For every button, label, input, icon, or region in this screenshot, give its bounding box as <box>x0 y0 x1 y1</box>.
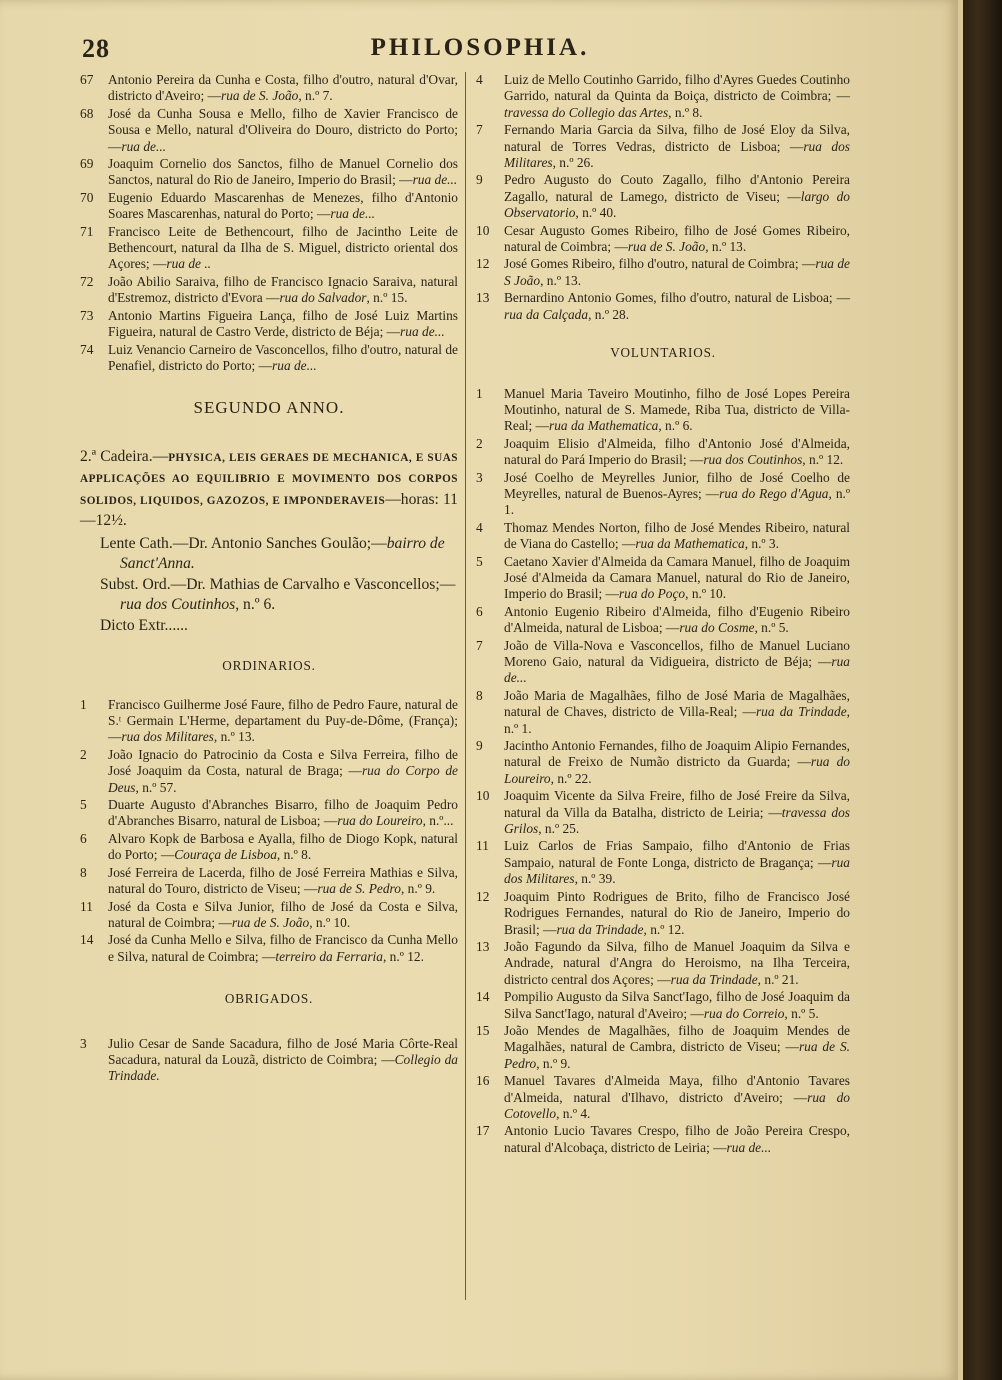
entry-number: 2 <box>476 435 483 451</box>
left-column <box>80 72 458 1086</box>
list-item <box>476 688 850 737</box>
entry-number: 7 <box>476 122 483 138</box>
entry-tail: , n.º 28. <box>588 306 630 322</box>
entry-address: rua de... <box>121 138 167 154</box>
entry-address: rua do Cosme <box>679 620 755 636</box>
entry-address: rua da Trindade <box>556 921 644 937</box>
entry-text: João Maria de Magalhães, filho de José Maria de Magalhães, natural de Chaves, districto de Villa-Real; — <box>504 687 850 720</box>
entry-text: Francisco Guilherme José Faure, filho de Pedro Faure, natural de S.ᵗ Germain L'Herme, departament du Puy-de-Dôme, (França); — <box>108 696 458 745</box>
entry-number: 6 <box>476 603 483 619</box>
column-rule <box>465 72 466 1300</box>
cadeira-subject: PHYSICA, LEIS GERAES DE MECHANICA, E SUAS APPLICAÇÕES AO EQUILIBRIO E MOVIMENTO DOS CORPOS SOLIDOS, LIQUIDOS, GAZOZOS, E IMPONDERAVEIS <box>80 451 459 507</box>
entry-tail: , n.º 9. <box>536 1055 571 1071</box>
entry-text: Pedro Augusto do Couto Zagallo, filho d'Antonio Pereira Zagallo, natural de Lamego, districto de Viseu; — <box>504 172 850 204</box>
staff-list <box>80 534 458 637</box>
entry-text: Duarte Augusto d'Abranches Bisarro, filho de Joaquim Pedro d'Abranches Bisarro, natural de Lisboa; — <box>108 797 458 829</box>
list-item <box>476 788 850 837</box>
entry-tail: , n.º 13. <box>213 729 255 745</box>
voluntarios-list <box>476 386 850 1157</box>
entry-text: Antonio Eugenio Ribeiro d'Almeida, filho d'Eugenio Ribeiro d'Almeida, natural de Lisboa; — <box>504 603 850 636</box>
list-item <box>80 697 458 746</box>
entry-address: rua de... <box>504 654 850 686</box>
entry-address: rua da Mathematica <box>635 536 745 552</box>
entry-number: 5 <box>80 797 87 813</box>
entry-number: 13 <box>476 290 490 306</box>
entry-number: 4 <box>476 519 483 535</box>
entry-address: largo do Observatorio <box>504 188 851 221</box>
list-item <box>80 865 458 898</box>
entry-number: 1 <box>476 385 483 401</box>
entry-number: 17 <box>476 1123 490 1139</box>
entry-address: travessa dos Grilos <box>504 804 850 837</box>
right-column <box>476 72 850 1157</box>
list-item <box>476 72 850 121</box>
list-item <box>476 520 850 553</box>
entry-text: João Fagundo da Silva, filho de Manuel Joaquim da Silva e Andrade, natural d'Angra do Heroismo, na Ilha Terceira, districto central dos Açores; — <box>504 938 850 987</box>
entry-text: Joaquim Elisio d'Almeida, filho d'Antonio José d'Almeida, natural do Pará Imperio do Brasil; — <box>504 435 850 468</box>
list-item <box>476 223 850 256</box>
list-item <box>476 386 850 435</box>
entry-address: rua do Corpo de Deus <box>108 763 459 795</box>
list-item <box>80 274 458 307</box>
entry-address: rua da Trindade <box>755 704 847 720</box>
entry-number: 73 <box>80 307 94 323</box>
entry-tail: , n.º 8. <box>668 104 703 120</box>
entry-address: travessa do Collegio das Artes <box>504 104 669 120</box>
entry-number: 14 <box>80 932 94 948</box>
entry-tail: , n.º 57. <box>135 779 177 795</box>
entry-address: Couraça de Lisboa <box>174 847 277 863</box>
entry-address: rua da Trindade <box>670 971 758 987</box>
list-item <box>476 122 850 171</box>
entry-address: rua de S. João <box>627 239 706 255</box>
entry-number: 4 <box>476 72 483 87</box>
entry-text: João Mendes de Magalhães, filho de Joaquim Mendes de Magalhães, natural de Cambra, districto de Viseu; — <box>504 1022 850 1055</box>
entry-tail: , n.º 5. <box>754 620 789 636</box>
entry-address: rua de... <box>272 357 317 373</box>
entry-text: José Gomes Ribeiro, filho d'outro, natural de Coimbra; — <box>504 256 816 272</box>
list-item <box>476 604 850 637</box>
entry-tail: , n.º 9. <box>400 881 436 897</box>
list-item <box>80 831 458 864</box>
entry-text: José da Cunha Sousa e Mello, filho de Xavier Francisco de Sousa e Mello, natural d'Oliveira do Douro, districto do Porto; — <box>108 105 458 154</box>
entry-number: 1 <box>80 696 87 712</box>
list-item <box>476 554 850 603</box>
entry-address: rua do Cotovello <box>504 1089 850 1121</box>
entry-address: rua de S João <box>504 256 850 288</box>
right-top-list <box>476 72 850 323</box>
entry-tail: , n.º 22. <box>550 770 592 786</box>
list-item <box>476 290 850 323</box>
list-item <box>80 1036 458 1085</box>
entry-text: Joaquim Vicente da Silva Freire, filho de José Freire da Silva, natural da Villa da Batalha, districto de Leiria; — <box>504 788 850 820</box>
entry-text: Luiz de Mello Coutinho Garrido, filho d'Ayres Guedes Coutinho Garrido, natural da Quinta da Boiça, districto de Coimbra; — <box>504 72 850 104</box>
entry-address: rua dos Militares <box>504 854 850 887</box>
entry-address: rua dos Coutinhos <box>703 452 803 468</box>
list-item <box>80 224 458 273</box>
entry-address: rua do Poço <box>618 586 686 602</box>
entry-address: rua de S. João <box>231 914 310 930</box>
list-item <box>80 308 458 341</box>
entry-address: rua de... <box>330 206 376 222</box>
entry-text: Caetano Xavier d'Almeida da Camara Manuel, filho de Joaquim José d'Almeida da Camara Manuel, natural do Rio de Janeiro, Imperio do Brasil; — <box>504 553 850 602</box>
entry-text: José da Cunha Mello e Silva, filho de Francisco da Cunha Mello e Silva, natural de Coimbra; — <box>108 932 458 964</box>
entry-text: Antonio Martins Figueira Lança, filho de José Luiz Martins Figueira, natural de Castro Verde, districto de Béja; — <box>108 307 458 340</box>
left-top-list <box>80 72 458 374</box>
entry-number: 9 <box>476 738 483 754</box>
entry-address: rua de S. João <box>221 88 299 104</box>
entry-number: 8 <box>476 687 483 703</box>
staff-text: Subst. Ord.—Dr. Mathias de Carvalho e Vasconcellos;— <box>100 575 456 593</box>
entry-text: Luiz Venancio Carneiro de Vasconcellos, filho d'outro, natural de Penafiel, districto do Porto; — <box>108 341 458 373</box>
entry-number: 8 <box>80 864 87 880</box>
entry-tail: , n.º 12. <box>643 921 685 937</box>
entry-tail: , n.º 40. <box>575 205 617 221</box>
entry-text: Pompilio Augusto da Silva Sanct'Iago, filho de José Joaquim da Silva Sanct'Iago, natural d'Aveiro; — <box>504 989 850 1021</box>
staff-tail: , n.º 6. <box>235 596 276 614</box>
staff-text: Lente Cath.—Dr. Antonio Sanches Goulão;— <box>100 534 387 552</box>
obrigados-list <box>80 1036 458 1085</box>
section-title: SEGUNDO ANNO. <box>193 398 345 418</box>
entry-tail: , n.º 10. <box>685 586 727 602</box>
entry-text: Bernardino Antonio Gomes, filho d'outro, natural de Lisboa; — <box>504 290 850 306</box>
list-item <box>476 638 850 687</box>
list-item <box>476 436 850 469</box>
entry-address: rua dos Militares <box>121 729 214 745</box>
entry-text: Manuel Maria Taveiro Moutinho, filho de José Lopes Pereira Moutinho, natural de S. Mamede, Riba Tua, districto de Villa-Real; — <box>504 385 850 434</box>
staff-address: rua dos Coutinhos <box>120 596 236 614</box>
entry-text: Joaquim Pinto Rodrigues de Brito, filho de Francisco José Rodrigues Fernandes, natural do Rio de Janeiro, Imperio do Brasil; — <box>504 888 850 937</box>
entry-number: 74 <box>80 341 94 357</box>
entry-address: rua dos Militares <box>504 138 850 171</box>
entry-number: 6 <box>80 830 87 846</box>
cadeira-hours: —horas: 11—12½. <box>80 490 458 530</box>
entry-number: 2 <box>80 746 87 762</box>
staff-text: Dicto Extr...... <box>100 616 188 634</box>
list-item <box>80 106 458 155</box>
entry-tail: , n.º 12. <box>382 948 424 964</box>
entry-address: Collegio da Trindade. <box>108 1051 458 1084</box>
entry-tail: , n.º 13. <box>705 239 747 255</box>
entry-tail: , n.º 13. <box>540 272 582 288</box>
entry-number: 11 <box>476 838 489 854</box>
entry-text: José da Costa e Silva Junior, filho de José da Costa e Silva, natural de Coimbra; — <box>108 898 458 930</box>
entry-tail: , n.º 3. <box>744 536 779 552</box>
list-item <box>476 256 850 289</box>
entry-text: Julio Cesar de Sande Sacadura, filho de José Maria Côrte-Real Sacadura, natural da Louzã, districto de Coimbra; — <box>108 1035 458 1067</box>
entry-number: 16 <box>476 1073 490 1089</box>
entry-address: rua da Mathematica <box>549 418 659 434</box>
entry-address: rua de S. Pedro <box>317 881 401 897</box>
ordinarios-title: ORDINARIOS. <box>222 658 316 674</box>
list-item <box>476 838 850 887</box>
entry-text: Manuel Tavares d'Almeida Maya, filho d'Antonio Tavares d'Almeida, natural d'Ilhavo, districto d'Aveiro; — <box>504 1073 850 1105</box>
list-item <box>476 889 850 938</box>
entry-text: Thomaz Mendes Norton, filho de José Mendes Ribeiro, natural de Viana do Castello; — <box>504 519 850 552</box>
entry-number: 7 <box>476 637 483 653</box>
entry-number: 12 <box>476 888 490 904</box>
entry-text: Jacintho Antonio Fernandes, filho de Joaquim Alipio Fernandes, natural de Freixo de Numão districto da Guarda; — <box>504 738 850 770</box>
book-edge <box>963 0 1002 1380</box>
entry-text: João Ignacio do Patrocinio da Costa e Silva Ferreira, filho de José Joaquim da Costa, natural de Braga; — <box>108 746 458 779</box>
entry-address: rua do Loureiro <box>504 754 850 786</box>
entry-address: rua do Loureiro <box>337 813 423 829</box>
list-item <box>476 470 850 519</box>
entry-address: rua de... <box>726 1139 772 1155</box>
list-item <box>476 939 850 988</box>
list-item <box>80 932 458 965</box>
staff-address: bairro de Sanct'Anna. <box>120 534 445 573</box>
list-item <box>476 1023 850 1072</box>
entry-tail: , n.º 1. <box>504 485 851 518</box>
entry-number: 71 <box>80 223 94 239</box>
entry-tail: , n.º... <box>422 813 454 829</box>
entry-tail: , n.º 15. <box>366 290 408 306</box>
entry-number: 12 <box>476 256 490 272</box>
list-item <box>80 342 458 375</box>
entry-tail: , n.º 7. <box>298 88 333 104</box>
entry-tail: , n.º 39. <box>574 871 616 887</box>
entry-address: rua da Calçada <box>504 306 589 322</box>
entry-address: rua do Salvador <box>279 290 367 306</box>
entry-tail: , n.º 1. <box>504 704 851 736</box>
ordinarios-list <box>80 697 458 966</box>
entry-number: 3 <box>80 1035 87 1051</box>
entry-address: rua de .. <box>166 256 212 272</box>
entry-number: 10 <box>476 222 490 238</box>
entry-number: 14 <box>476 989 490 1005</box>
entry-text: Antonio Lucio Tavares Crespo, filho de João Pereira Crespo, natural d'Alcobaça, districto de Leiria; — <box>504 1123 850 1155</box>
cadeira-heading <box>80 447 458 532</box>
entry-number: 67 <box>80 72 94 87</box>
list-item <box>80 190 458 223</box>
list-item <box>476 172 850 221</box>
list-item <box>476 1123 850 1156</box>
entry-tail: , n.º 8. <box>276 847 312 863</box>
list-item <box>80 899 458 932</box>
entry-address: rua de... <box>400 324 445 340</box>
list-item <box>80 72 458 105</box>
entry-text: José Coelho de Meyrelles Junior, filho de José Coelho de Meyrelles, natural de Buenos-Ayres; — <box>504 469 850 501</box>
entry-text: Joaquim Cornelio dos Sanctos, filho de Manuel Cornelio dos Sanctos, natural do Rio de Janeiro, Imperio do Brasil; — <box>108 156 458 188</box>
obrigados-title: OBRIGADOS. <box>224 991 314 1007</box>
entry-tail: , n.º 10. <box>309 914 351 930</box>
cadeira-label: 2.ª Cadeira.— <box>80 447 169 465</box>
entry-text: Cesar Augusto Gomes Ribeiro, filho de José Gomes Ribeiro, natural de Coimbra; — <box>504 222 850 255</box>
entry-number: 9 <box>476 172 483 188</box>
entry-text: João de Villa-Nova e Vasconcellos, filho de Manuel Luciano Moreno Gaio, natural da Vidigueira, districto de Béja; — <box>504 637 850 669</box>
entry-number: 68 <box>80 105 94 121</box>
staff-line <box>80 534 458 575</box>
entry-text: José Ferreira de Lacerda, filho de José Ferreira Mathias e Silva, natural do Touro, districto de Viseu; — <box>108 864 458 897</box>
entry-number: 13 <box>476 938 490 954</box>
entry-address: rua de... <box>412 172 458 188</box>
entry-number: 69 <box>80 156 94 172</box>
entry-number: 11 <box>80 898 93 914</box>
staff-line <box>80 616 458 637</box>
list-item <box>476 1073 850 1122</box>
entry-address: rua de S. Pedro <box>504 1039 850 1071</box>
list-item <box>80 156 458 189</box>
page-number: 28 <box>82 34 110 63</box>
entry-text: Francisco Leite de Bethencourt, filho de Jacintho Leite de Bethencourt, natural da Ilha de S. Miguel, districto oriental dos Açores; — <box>108 223 458 272</box>
entry-number: 15 <box>476 1022 490 1038</box>
entry-address: rua do Correio <box>703 1005 785 1021</box>
list-item <box>80 747 458 796</box>
entry-tail: , n.º 26. <box>552 155 594 171</box>
staff-line <box>80 575 458 616</box>
entry-number: 5 <box>476 553 483 569</box>
entry-address: terreiro da Ferraria <box>275 948 383 964</box>
entry-tail: , n.º 5. <box>784 1005 819 1021</box>
entry-address: rua do Rego d'Agua <box>719 485 829 501</box>
entry-text: Fernando Maria Garcia da Silva, filho de José Eloy da Silva, natural de Torres Vedras, districto de Lisboa; — <box>504 122 850 154</box>
entry-number: 72 <box>80 273 94 289</box>
entry-text: João Abilio Saraiva, filho de Francisco Ignacio Saraiva, natural d'Estremoz, districto d'Evora — <box>108 273 458 306</box>
entry-tail: , n.º 6. <box>658 418 693 434</box>
entry-text: Alvaro Kopk de Barbosa e Ayalla, filho de Diogo Kopk, natural do Porto; — <box>108 830 458 863</box>
entry-tail: , n.º 21. <box>757 971 799 987</box>
page-title: PHILOSOPHIA. <box>370 34 590 61</box>
entry-text: Antonio Pereira da Cunha e Costa, filho d'outro, natural d'Ovar, districto d'Aveiro; — <box>108 72 458 104</box>
entry-number: 3 <box>476 469 483 485</box>
list-item <box>476 738 850 787</box>
entry-text: Luiz Carlos de Frias Sampaio, filho d'Antonio de Frias Sampaio, natural de Fonte Longa, districto de Bragança; — <box>504 838 850 870</box>
entry-tail: , n.º 4. <box>556 1105 591 1121</box>
voluntarios-title: VOLUNTARIOS. <box>610 345 716 361</box>
entry-number: 70 <box>80 189 94 205</box>
list-item <box>80 797 458 830</box>
entry-text: Eugenio Eduardo Mascarenhas de Menezes, filho d'Antonio Soares Mascarenhas, natural do Porto; — <box>108 189 458 222</box>
entry-number: 10 <box>476 788 490 804</box>
entry-tail: , n.º 12. <box>802 452 844 468</box>
entry-tail: , n.º 25. <box>538 821 580 837</box>
list-item <box>476 989 850 1022</box>
